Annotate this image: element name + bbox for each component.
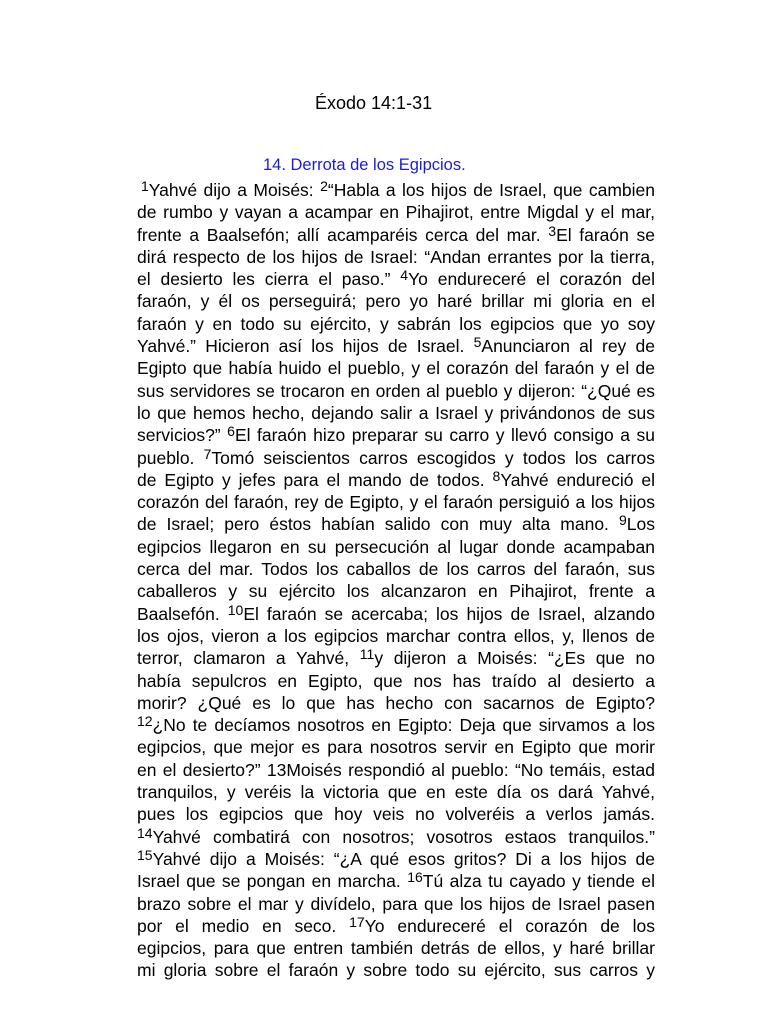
text-line [137,268,655,290]
verse-number: 9 [618,512,627,529]
verse-number: 11 [359,646,375,663]
text-segment: Tomó seiscientos carros escogidos y todos los carros [211,447,655,468]
verse-number: 14 [137,824,153,841]
text-segment: egipcios llegaron en su persecución al lugar donde acampaban [137,536,655,557]
text-segment: El faraón se [556,224,655,245]
verse-number: 8 [492,467,501,484]
text-segment: lo que hemos hecho, dejando salir a Israel y privándonos de sus [137,402,655,423]
text-segment: Yahvé endureció el [500,469,656,490]
verse-number: 12 [137,713,153,730]
text-line [137,380,655,402]
verse-number: 15 [137,846,153,863]
text-segment: faraón y en todo su ejército, y sabrán los egipcios que yo soy [137,313,655,334]
text-line [137,513,655,535]
text-line [137,290,655,312]
text-segment: sus servidores se trocaron en orden al pueblo y dijeron: “¿Qué es [137,380,655,401]
text-segment: Yahvé combatirá con nosotros; vosotros estaos tranquilos.” [152,826,655,847]
text-segment: y dijeron a Moisés: “¿Es que no [374,648,655,669]
text-segment: caballeros y su ejército los alcanzaron en Pihajirot, frente a [137,581,655,602]
text-segment: de Israel; pero éstos habían salido con muy alta mano. [137,514,619,535]
page-title: Éxodo 14:1-31 [315,93,433,113]
text-line [137,736,655,758]
text-segment: terror, clamaron a Yahvé, [137,648,360,669]
text-line [137,402,655,424]
verse-number: 7 [203,445,212,462]
text-segment: el desierto les cierra el paso.” [137,269,401,290]
text-segment: Yo endureceré el corazón de los [364,915,655,936]
text-segment: cerca del mar. Todos los caballos de los carros del faraón, sus [137,559,655,580]
text-line [137,692,655,714]
verse-number: 6 [227,423,235,440]
text-line [137,915,655,937]
verse-number: 10 [227,601,244,618]
text-line [137,759,655,781]
text-line [137,714,655,736]
text-segment: Yahvé dijo a Moisés: [148,180,321,200]
text-line [137,603,655,625]
text-segment: “Habla a los hijos de Israel, que cambien [327,180,655,200]
text-line [137,224,655,246]
verse-number: 16 [407,869,423,886]
text-segment: Egipto que había huido el pueblo, y el corazón del faraón y el de [137,358,655,379]
text-segment: tranquilos, y veréis la victoria que en este día os dará Yahvé, [137,782,655,803]
text-line [137,469,655,491]
body-text [137,179,655,982]
text-segment: ¿No te decíamos nosotros en Egipto: Deja que sirvamos a los [152,715,655,736]
text-line [137,558,655,580]
verse-number: 1 [141,178,149,194]
text-segment: los ojos, vieron a los egipcios marchar contra ellos, y, llenos de [137,625,655,646]
verse-number: 17 [349,913,365,930]
text-segment: El faraón hizo preparar su carro y llevó consigo a su [234,425,655,446]
text-segment: El faraón se acercaba; los hijos de Israel, alzando [243,603,655,624]
text-segment: Yo endureceré el corazón del [408,269,655,290]
text-line [137,447,655,469]
text-segment: por el medio en seco. [137,915,350,936]
text-segment: pues los egipcios que hoy veis no volveréis a verlos jamás. [137,804,655,825]
text-line [137,647,655,669]
text-segment: frente a Baalsefón; allí acamparéis cerca del mar. [137,224,549,245]
verse-number: 2 [320,178,328,194]
text-line [137,848,655,870]
text-line [137,870,655,892]
text-segment: de rumbo y vayan a acampar en Pihajirot, entre Migdal y el mar, [137,202,655,223]
text-segment: Los [626,514,655,535]
text-segment: corazón del faraón, rey de Egipto, y el faraón persiguió a los hijos [137,492,655,513]
text-line [137,313,655,335]
text-segment: brazo sobre el mar y divídelo, para que los hijos de Israel pasen [137,893,655,914]
text-line [137,536,655,558]
verse-number: 5 [473,334,482,351]
text-segment: mi gloria sobre el faraón y sobre todo su ejército, sus carros y [137,960,655,981]
text-segment: pueblo. [137,447,204,468]
text-segment: servicios?” [137,425,228,446]
text-segment: egipcios, que mejor es para nosotros servir en Egipto que morir [137,737,655,758]
text-line [137,625,655,647]
text-line [137,335,655,357]
text-line [137,959,655,981]
text-segment: egipcios, para que entren también detrás de ellos, y haré brillar [137,938,655,959]
text-line [137,491,655,513]
section-heading: 14. Derrota de los Egipcios. [263,156,466,174]
text-line [137,826,655,848]
text-segment: Anunciaron al rey de [481,336,655,357]
text-segment: Yahvé.” Hicieron así los hijos de Israel. [137,336,474,357]
text-line [137,179,655,201]
text-segment: faraón, y él os perseguirá; pero yo haré brillar mi gloria en el [137,291,655,312]
text-line [137,246,655,268]
text-segment: en el desierto?” 13Moisés respondió al pueblo: “No temáis, estad [137,759,655,780]
text-segment: dirá respecto de los hijos de Israel: “Andan errantes por la tierra, [137,246,655,267]
text-line [137,803,655,825]
text-line [137,357,655,379]
text-line [137,937,655,959]
text-segment: Yahvé dijo a Moisés: “¿A qué esos gritos? Di a los hijos de [152,848,655,869]
text-segment: Baalsefón. [137,603,228,624]
text-line [137,670,655,692]
text-segment: de Egipto y jefes para el mando de todos. [137,469,493,490]
verse-number: 4 [400,267,409,284]
text-line [137,580,655,602]
verse-number: 3 [548,222,557,239]
text-segment: Israel que se pongan en marcha. [137,871,408,892]
text-segment: había sepulcros en Egipto, que nos has traído al desierto a [137,670,655,691]
text-line [137,893,655,915]
text-line [137,781,655,803]
text-segment: Tú alza tu cayado y tiende el [422,871,655,892]
text-line [137,424,655,446]
text-line [137,201,655,223]
text-segment: morir? ¿Qué es lo que has hecho con sacarnos de Egipto? [137,692,655,713]
